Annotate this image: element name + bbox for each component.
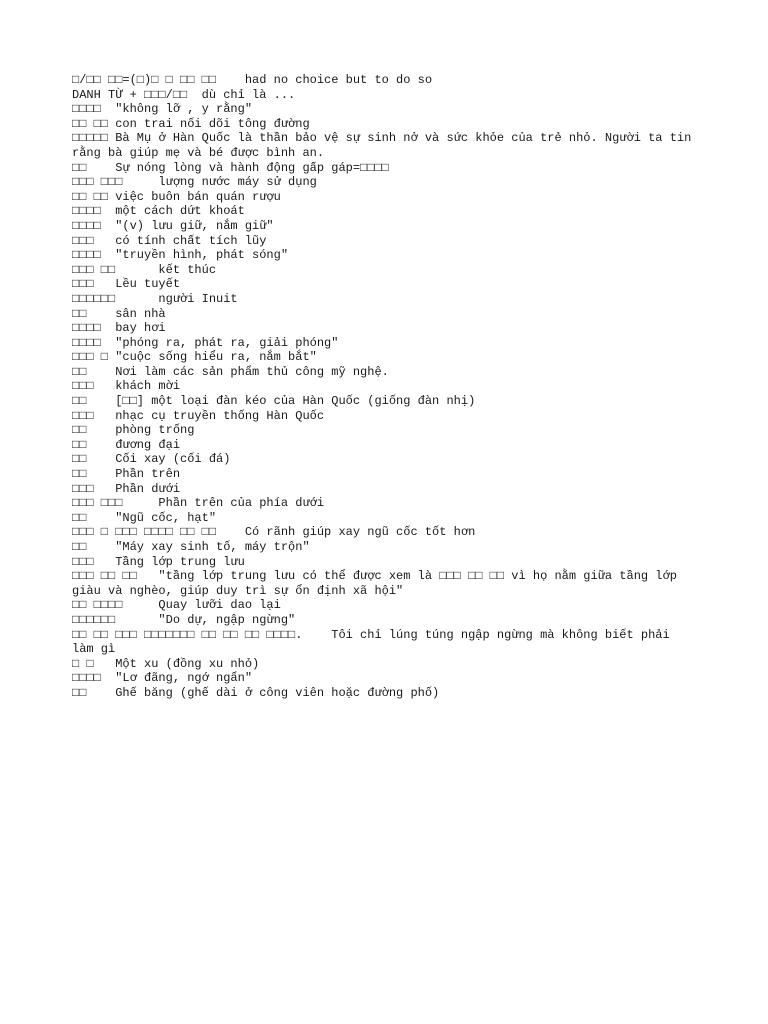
text-line: □ □ Một xu (đồng xu nhỏ) <box>72 656 260 671</box>
text-line: □□□□□□ "Do dự, ngập ngừng" <box>72 612 296 627</box>
text-line: □/□□ □□=(□)□ □ □□ □□ had no choice but to do so <box>72 73 433 87</box>
text-line: □□□□ "Lơ đãng, ngớ ngẩn" <box>72 671 253 686</box>
text-line: □□ □□□□ Quay lưỡi dao lại <box>72 598 281 613</box>
text-line: □□□□ "(v) lưu giữ, nắm giữ" <box>72 218 274 233</box>
text-line: □□□□□ Bà Mụ ở Hàn Quốc là thần bảo vệ sự sinh nở và sức khỏe của trẻ nhỏ. Người ta tin rằng bà giúp mẹ và bé được bình an. <box>72 131 699 160</box>
text-line: □□□ □ □□□ □□□□ □□ □□ Có rãnh giúp xay ngũ cốc tốt hơn <box>72 525 476 540</box>
text-line: □□□□ một cách dứt khoát <box>72 204 245 219</box>
text-line: □□ Ghế băng (ghế dài ở công viên hoặc đường phố) <box>72 685 440 700</box>
text-line: □□□ □□□ lượng nước máy sử dụng <box>72 175 317 190</box>
text-line: □□□ □ "cuộc sống hiểu ra, nắm bắt" <box>72 350 317 365</box>
text-line: □□ □□ việc buôn bán quán rượu <box>72 189 281 204</box>
text-line: □□ Nơi làm các sản phẩm thủ công mỹ nghệ. <box>72 364 389 379</box>
text-line: □□□□ "không lỡ , y rằng" <box>72 102 253 117</box>
text-line: □□ □□ □□□ □□□□□□□ □□ □□ □□ □□□□. Tôi chỉ lúng túng ngập ngừng mà không biết phải làm gì <box>72 627 677 657</box>
text-line: □□□□ "truyền hình, phát sóng" <box>72 248 289 263</box>
text-line: □□ Sự nóng lòng và hành động gấp gáp=□□□□ <box>72 160 389 175</box>
text-line: □□□□ bay hơi <box>72 321 166 336</box>
text-line: □□□ Tầng lớp trung lưu <box>72 554 245 569</box>
text-line: □□ [□□] một loại đàn kéo của Hàn Quốc (giống đàn nhị) <box>72 394 476 409</box>
text-line: □□□ □□ kết thúc <box>72 262 217 277</box>
text-line: □□ Phần trên <box>72 467 181 482</box>
text-line: □□□ □□ □□ "tầng lớp trung lưu có thể được xem là □□□ □□ □□ vì họ nằm giữa tầng lớp giàu và nghèo, giúp duy trì sự ổn định xã hội" <box>72 569 685 598</box>
text-line: □□ phòng trống <box>72 423 195 438</box>
text-line: □□□ Phần dưới <box>72 481 181 496</box>
text-line: □□ Cối xay (cối đá) <box>72 452 231 467</box>
text-line: □□ sân nhà <box>72 306 166 321</box>
text-line: DANH TỪ + □□□/□□ dù chỉ là ... <box>72 87 296 102</box>
text-line: □□□ Lều tuyết <box>72 277 181 292</box>
text-line: □□ đương đại <box>72 437 181 452</box>
vocabulary-list <box>72 73 697 701</box>
text-line: □□□ khách mời <box>72 379 181 394</box>
text-line: □□□ nhạc cụ truyền thống Hàn Quốc <box>72 408 325 423</box>
text-line: □□□□ "phóng ra, phát ra, giải phóng" <box>72 335 339 350</box>
text-line: □□ "Máy xay sinh tố, máy trộn" <box>72 540 310 554</box>
text-line: □□□□□□ người Inuit <box>72 291 238 306</box>
text-line: □□□ có tính chất tích lũy <box>72 233 267 248</box>
text-line: □□□ □□□ Phần trên của phía dưới <box>72 496 325 511</box>
text-line: □□ "Ngũ cốc, hạt" <box>72 510 217 525</box>
text-line: □□ □□ con trai nối dõi tông đường <box>72 116 310 131</box>
